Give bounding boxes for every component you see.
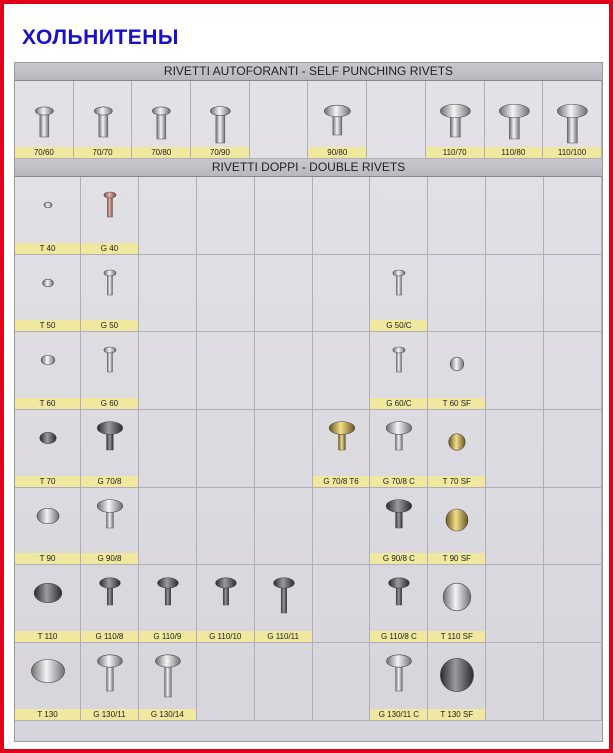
rivet-code-label [486,398,543,409]
rivet-code-label: 110/80 [485,147,543,158]
rivet-code-label [197,476,254,487]
rivet-code-label [139,320,196,331]
rivet-code-label [255,398,312,409]
double-rivet-cell [313,643,371,721]
double-rivet-cell [15,565,81,643]
double-rivet-cell [544,488,602,566]
rivet-code-label [370,243,427,254]
rivet-code-label: G 50 [81,320,138,331]
double-rivet-cell [139,332,197,410]
rivet-code-label [544,709,601,720]
dome-rivet-icon [428,643,486,709]
double-rivet-cell [428,410,486,488]
rivet-code-label: T 130 SF [428,709,485,720]
double-rivet-cell [544,410,602,488]
double-rivet-cell [370,643,428,721]
self-punching-cell [15,81,74,159]
rivet-code-label: G 110/11 [255,631,312,642]
rivet-icon [370,410,428,476]
rivet-icon [81,332,139,398]
rivet-code-label [255,320,312,331]
rivet-cap-icon [15,332,81,398]
rivet-code-label [544,243,601,254]
double-rivet-cell [139,410,197,488]
rivet-code-label [313,553,370,564]
rivet-cap-icon [15,565,81,631]
rivet-code-label: 110/70 [426,147,484,158]
double-rivet-cell [15,332,81,410]
rivet-code-label: G 110/8 [81,631,138,642]
rivet-code-label [197,243,254,254]
double-rivet-cell [139,255,197,333]
double-rivet-cell [81,332,139,410]
rivet-code-label: T 60 [15,398,80,409]
rivet-code-label: 70/90 [191,147,249,158]
rivet-icon [370,332,428,398]
rivet-code-label [367,147,425,158]
rivet-code-label: T 90 SF [428,553,485,564]
double-rivet-cell [313,255,371,333]
double-rivet-cell [428,332,486,410]
rivet-code-label: G 110/8 C [370,631,427,642]
small-rivet-icon [132,81,191,147]
rivet-icon [313,410,371,476]
rivet-code-label: G 60 [81,398,138,409]
self-punching-cell [74,81,133,159]
rivet-icon [81,255,139,321]
rivet-code-label [486,243,543,254]
rivet-code-label: T 110 SF [428,631,485,642]
rivet-cap-icon [15,410,81,476]
rivet-code-label: T 130 [15,709,80,720]
double-rivet-cell [197,410,255,488]
rivet-code-label: G 70/8 [81,476,138,487]
double-rivet-cell [428,565,486,643]
rivet-code-label [486,631,543,642]
double-rivet-cell [370,332,428,410]
double-rivet-cell [428,255,486,333]
rivet-code-label: T 50 [15,320,80,331]
rivet-cap-icon [15,177,81,243]
double-rivet-cell [255,410,313,488]
rivet-icon [139,643,197,709]
rivet-code-label: 70/70 [74,147,132,158]
dome-rivet-icon [428,565,486,631]
self-punching-cell [250,81,309,159]
rivet-cap-icon [15,255,81,321]
dome-rivet-icon [428,488,486,554]
rivet-code-label: T 110 [15,631,80,642]
double-rivet-cell [370,565,428,643]
double-rivet-cell [81,643,139,721]
rivet-icon [370,643,428,709]
rivet-code-label: G 90/8 [81,553,138,564]
page-title: ХОЛЬНИТЕНЫ [22,26,179,49]
rivet-code-label: G 110/9 [139,631,196,642]
self-punching-cell [543,81,602,159]
rivet-code-label [486,553,543,564]
double-rivet-cell [544,177,602,255]
small-rivet-icon [74,81,133,147]
large-rivet-icon [426,81,485,147]
rivet-code-label: G 130/11 [81,709,138,720]
rivet-code-label [197,553,254,564]
rivet-icon [370,565,428,631]
rivet-icon [370,255,428,321]
rivet-cap-icon [15,643,81,709]
rivet-code-label: G 70/8 T6 [313,476,370,487]
rivet-code-label: T 60 SF [428,398,485,409]
double-rivet-cell [370,488,428,566]
self-punching-cell [485,81,544,159]
double-rivet-cell [197,255,255,333]
rivet-code-label [139,476,196,487]
rivet-icon [255,565,313,631]
rivet-code-label [139,398,196,409]
double-rivet-cell [197,643,255,721]
rivet-code-label [197,398,254,409]
double-rivet-cell [139,177,197,255]
rivet-icon [81,410,139,476]
rivet-icon [370,488,428,554]
double-rivet-cell [15,177,81,255]
rivet-code-label: G 70/8 C [370,476,427,487]
rivet-code-label: G 40 [81,243,138,254]
double-rivet-cell [313,177,371,255]
double-rivet-cell [486,410,544,488]
double-rivet-cell [255,565,313,643]
rivet-code-label [486,476,543,487]
rivet-code-label: G 90/8 C [370,553,427,564]
double-rivet-cell [15,643,81,721]
large-rivet-icon [543,81,602,147]
rivet-code-label: 70/60 [15,147,73,158]
rivet-code-label [255,243,312,254]
double-rivet-cell [197,488,255,566]
section-header-double-rivets: RIVETTI DOPPI - DOUBLE RIVETS [15,159,602,177]
rivet-code-label [313,631,370,642]
dome-rivet-icon [428,410,486,476]
rivet-code-label [197,709,254,720]
section-header-self-punching: RIVETTI AUTOFORANTI - SELF PUNCHING RIVETS [15,63,602,81]
double-rivet-cell [313,332,371,410]
long-rivet-icon [191,81,250,147]
double-rivet-cell [370,410,428,488]
rivet-code-label [313,709,370,720]
double-rivet-cell [486,643,544,721]
rivet-code-label: 110/100 [543,147,601,158]
double-rivet-cell [428,177,486,255]
double-rivet-cell [313,410,371,488]
double-rivet-cell [255,177,313,255]
double-rivet-cell [486,565,544,643]
rivet-code-label: 70/80 [132,147,190,158]
rivet-code-label: G 110/10 [197,631,254,642]
double-rivet-cell [255,255,313,333]
rivet-icon [81,177,139,243]
double-rivet-cell [81,410,139,488]
self-punching-cell [367,81,426,159]
rivet-code-label: T 70 [15,476,80,487]
rivet-cap-icon [15,488,81,554]
small-rivet-icon [15,81,74,147]
rivet-icon [308,81,367,147]
double-rivet-cell [313,488,371,566]
rivet-code-label [313,320,370,331]
rivet-code-label [486,320,543,331]
rivet-code-label: T 70 SF [428,476,485,487]
double-rivet-cell [15,410,81,488]
double-rivet-cell [544,565,602,643]
rivet-code-label [486,709,543,720]
double-rivet-cell [255,332,313,410]
self-punching-cell [308,81,367,159]
double-rivet-cell [197,177,255,255]
rivet-code-label [544,320,601,331]
rivet-code-label [139,243,196,254]
rivet-code-label: G 60/C [370,398,427,409]
rivet-icon [139,565,197,631]
double-rivet-cell [370,177,428,255]
double-rivet-cell [486,255,544,333]
double-rivet-cell [544,332,602,410]
rivet-code-label [250,147,308,158]
rivet-code-label [197,320,254,331]
double-rivet-cell [313,565,371,643]
large-rivet-icon [485,81,544,147]
double-rivet-cell [139,643,197,721]
self-punching-cell [426,81,485,159]
double-rivet-cell [255,643,313,721]
double-rivet-cell [486,177,544,255]
double-rivet-cell [544,255,602,333]
rivet-icon [81,488,139,554]
double-rivet-cell [428,488,486,566]
double-rivet-cell [81,177,139,255]
rivet-code-label [255,553,312,564]
rivet-icon [81,565,139,631]
rivet-code-label [255,709,312,720]
rivet-code-label [428,243,485,254]
dome-rivet-icon [428,332,486,398]
double-rivet-cell [139,565,197,643]
double-rivet-cell [197,565,255,643]
double-rivet-cell [81,255,139,333]
rivet-code-label: G 130/11 C [370,709,427,720]
double-rivet-cell [197,332,255,410]
catalog-panel [14,62,603,742]
rivet-icon [81,643,139,709]
rivet-code-label [428,320,485,331]
double-rivet-cell [81,488,139,566]
rivet-code-label [544,631,601,642]
double-rivet-cell [81,565,139,643]
rivet-code-label [544,398,601,409]
rivet-code-label [544,476,601,487]
rivet-code-label [313,243,370,254]
self-punching-cell [132,81,191,159]
double-rivet-cell [139,488,197,566]
rivet-code-label: G 130/14 [139,709,196,720]
double-rivet-cell [544,643,602,721]
double-rivet-cell [370,255,428,333]
rivet-code-label: 90/80 [308,147,366,158]
double-rivet-cell [255,488,313,566]
rivet-code-label [255,476,312,487]
rivet-icon [197,565,255,631]
rivet-code-label [313,398,370,409]
rivet-code-label [544,553,601,564]
self-punching-cell [191,81,250,159]
self-punching-grid [15,81,602,159]
double-rivet-cell [15,255,81,333]
double-rivet-cell [486,488,544,566]
double-rivets-grid [15,177,602,721]
double-rivet-cell [15,488,81,566]
double-rivet-cell [428,643,486,721]
rivet-code-label: T 90 [15,553,80,564]
rivet-code-label: T 40 [15,243,80,254]
double-rivet-cell [486,332,544,410]
rivet-code-label [139,553,196,564]
rivet-code-label: G 50/C [370,320,427,331]
